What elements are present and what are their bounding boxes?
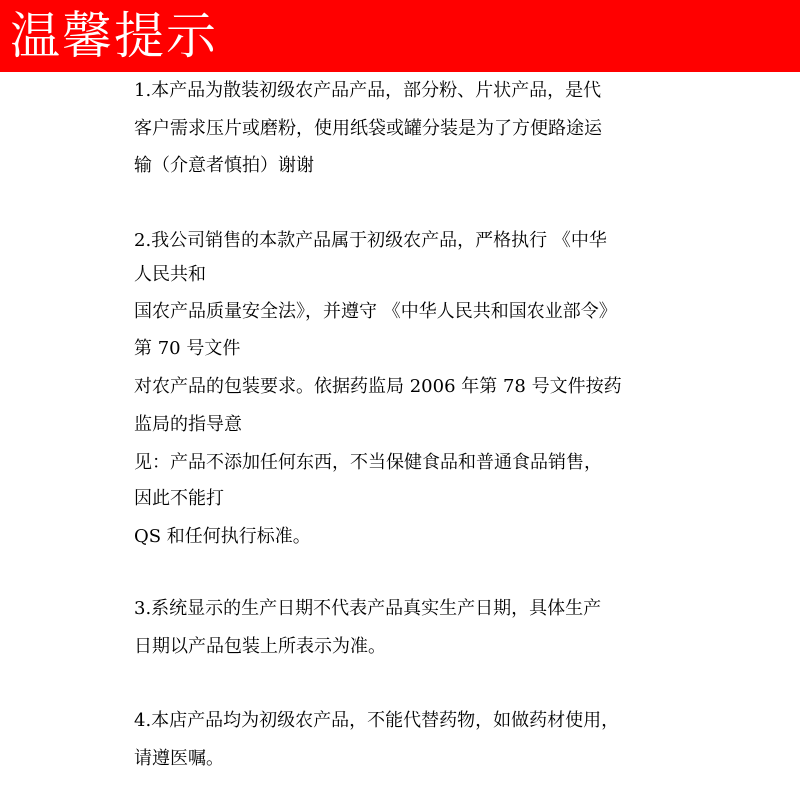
header-banner xyxy=(0,0,800,72)
notice-line: 输（介意者慎拍）谢谢 xyxy=(134,155,314,176)
notice-line: 4.本店产品均为初级农产品，不能代替药物，如做药材使用， xyxy=(134,710,620,731)
notice-line: 对农产品的包装要求。依据药监局 2006 年第 78 号文件按药 xyxy=(134,376,622,397)
notice-line: 日期以产品包装上所表示为准。 xyxy=(134,636,386,657)
page-title: 温馨提示 xyxy=(10,7,218,65)
notice-line: 2.我公司销售的本款产品属于初级农产品，严格执行 《中华 xyxy=(134,230,607,251)
notice-line: 客户需求压片或磨粉，使用纸袋或罐分装是为了方便路途运 xyxy=(134,118,602,139)
notice-line: 请遵医嘱。 xyxy=(134,748,224,769)
notice-line: 1.本产品为散装初级农产品产品，部分粉、片状产品，是代 xyxy=(134,80,602,101)
notice-line: 国农产品质量安全法》，并遵守 《中华人民共和国农业部令》 xyxy=(134,301,617,322)
notice-line: 第 70 号文件 xyxy=(134,338,241,359)
notice-line: 人民共和 xyxy=(134,264,206,285)
notice-line: 3.系统显示的生产日期不代表产品真实生产日期，具体生产 xyxy=(134,598,602,619)
notice-line: QS 和任何执行标准。 xyxy=(134,526,311,547)
notice-line: 因此不能打 xyxy=(134,488,224,509)
notice-line: 监局的指导意 xyxy=(134,414,242,435)
notice-line: 见：产品不添加任何东西，不当保健食品和普通食品销售， xyxy=(134,452,602,473)
